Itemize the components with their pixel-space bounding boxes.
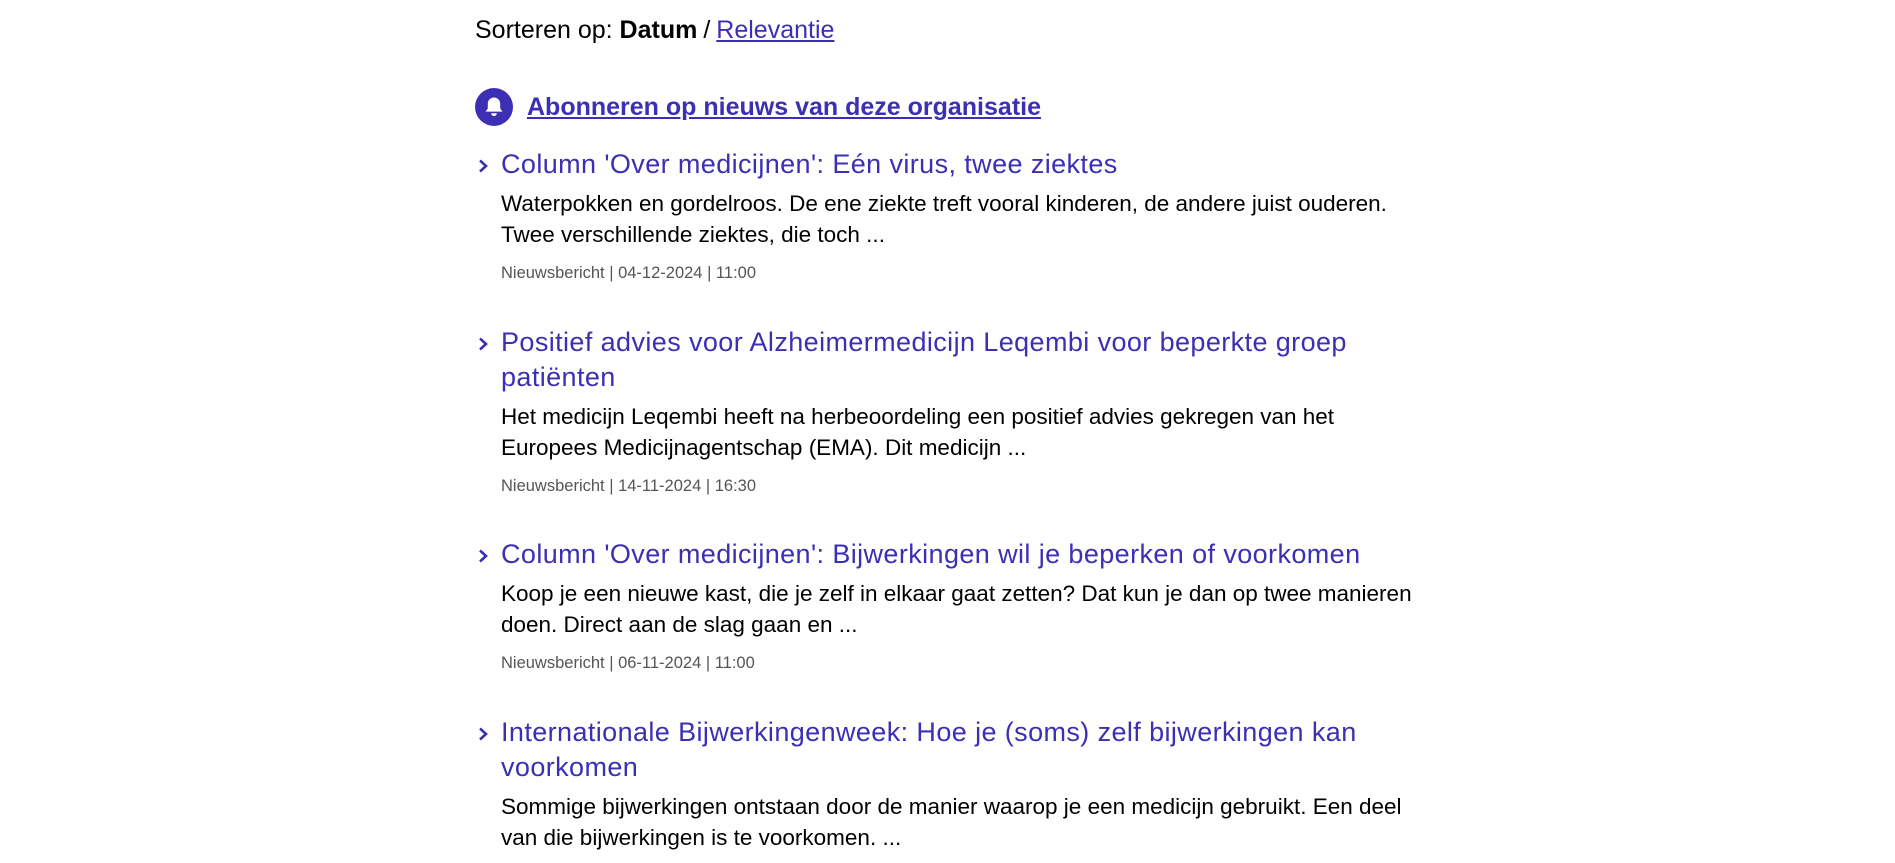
news-summary: Waterpokken en gordelroos. De ene ziekte treft vooral kinderen, de andere juist ouderen. Twee verschillende ziektes, die toch ... [501,191,1387,247]
news-summary: Het medicijn Leqembi heeft na herbeoordeling een positief advies gekregen van het Europees Medicijnagentschap (EMA). Dit medicijn ... [501,404,1335,460]
chevron-right-icon [475,548,491,564]
chevron-right-icon [475,726,491,742]
news-item[interactable] [475,715,1435,853]
news-meta: Nieuwsbericht | 06-11-2024 | 11:00 [501,654,755,672]
news-summary: Sommige bijwerkingen ontstaan door de manier waarop je een medicijn gebruikt. Een deel van die bijwerkingen is te voorkomen. ... [501,794,1402,850]
subscribe-link[interactable]: Abonneren op nieuws van deze organisatie [527,93,1041,121]
news-item[interactable] [475,537,1435,674]
sort-option-relevantie[interactable]: Relevantie [716,16,835,44]
subscribe-link-row[interactable] [475,88,1041,126]
news-summary: Koop je een nieuwe kast, die je zelf in elkaar gaat zetten? Dat kun je dan op twee manieren doen. Direct aan de slag gaan en ... [501,581,1412,637]
sort-bar [475,13,834,47]
news-title-link[interactable]: Positief advies voor Alzheimermedicijn Leqembi voor beperkte groep patiënten [501,327,1347,392]
sort-option-datum: Datum [619,16,698,44]
chevron-right-icon [475,158,491,174]
sort-label: Sorteren op: [475,16,613,44]
news-meta: Nieuwsbericht | 14-11-2024 | 16:30 [501,477,757,495]
news-title-link[interactable]: Internationale Bijwerkingenweek: Hoe je (soms) zelf bijwerkingen kan voorkomen [501,717,1357,782]
news-meta: Nieuwsbericht | 04-12-2024 | 11:00 [501,264,757,282]
news-item[interactable] [475,325,1435,497]
chevron-right-icon [475,336,491,352]
sort-separator: / [703,16,711,44]
news-item[interactable] [475,147,1435,284]
news-title-link[interactable]: Column 'Over medicijnen': Eén virus, twee ziektes [501,149,1118,179]
news-title-link[interactable]: Column 'Over medicijnen': Bijwerkingen wil je beperken of voorkomen [501,539,1361,569]
bell-icon [475,88,513,126]
